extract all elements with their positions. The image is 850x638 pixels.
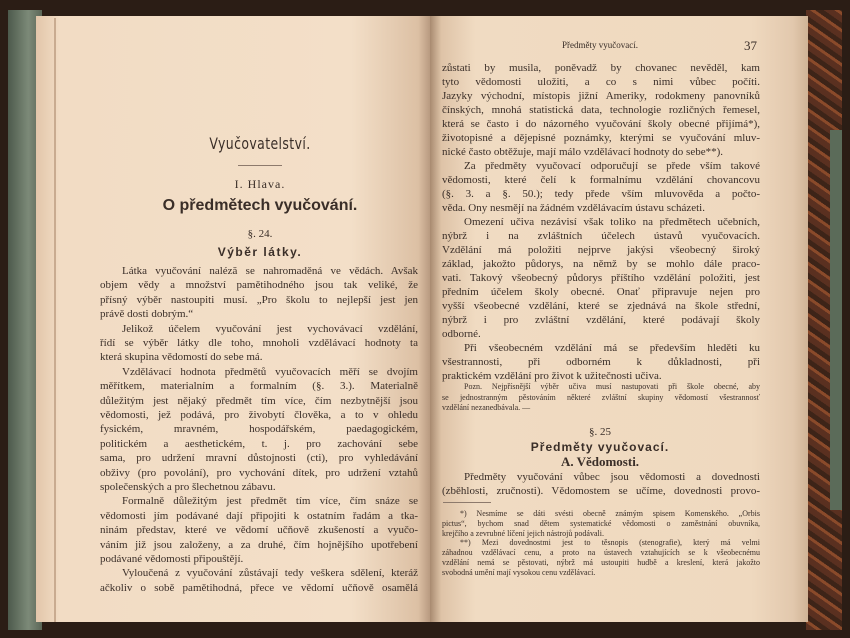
body-text-line: Vyloučená z vyučování zůstávají tedy veškera sdělení, kteráž	[122, 567, 418, 580]
section-title: Výběr látky.	[217, 245, 303, 259]
note-line: Pozn. Nejpřísnější výběr učiva musí nastupovati při škole obecné, aby	[464, 382, 760, 391]
page-number: 37	[744, 38, 757, 53]
section-25-title: Předměty vyučovací.	[530, 440, 670, 454]
body-text-line: čínských, mnohá statistická data, technologie rozličných řemesel,	[442, 104, 760, 116]
body-text-line: Při všeobecném vzdělání má se především hleděti ku	[464, 342, 760, 354]
footnote-line: záhadnou vzdělávací cenu, a proto na ústavech vztahujících se k všeobecnému	[442, 548, 760, 558]
body-text-line: měřítkem, materialním a formalním (§. 3.). Materialně	[100, 380, 418, 393]
body-text-line: zůstati by musila, poněvadž by chovanec nevěděl, kam	[442, 62, 760, 74]
body-text-line: nýbrž i pro zvláštní vzdělání, které podávají školy	[442, 314, 760, 326]
body-text-line: Látka vyučování naléză se nahromaděná ve vědách. Avšak	[122, 265, 418, 277]
footnote-line: vzdělání nemá se pěstovati, nýbrž má ustoupiti hudbě a kreslení, která jakožto	[442, 558, 760, 567]
body-text-line: životopisné a dějepisné poznámky, kterými se vyučování mluv-	[442, 132, 760, 144]
body-text-line: sama, pro udržení mravní důstojnosti (cti), pro vyhledávání	[100, 452, 418, 465]
footnote-line: pictus“, bychom snad dětem systematické vědomosti o zaměstnání obuvníka,	[442, 518, 760, 528]
body-text-line: praktickém vzdělání pro život k užitečnosti učiva.	[442, 370, 662, 382]
body-text-line: nické často obtěžuje, mají málo vzdělávací hodnoty do sebe**).	[442, 146, 724, 158]
body-text-line: vyšší všeobecné vzdělání, které se zjednává na škole střední,	[442, 300, 760, 312]
body-text-line: Předměty vyučování vůbec jsou vědomosti a dovednosti	[464, 471, 760, 483]
body-text-line: společenských a pro šlechetnou zábavu.	[100, 481, 276, 493]
running-head: Předměty vyučovací.	[562, 40, 638, 50]
body-text-line: Formalně důležitým jest předmět tím více, čím snáze se	[122, 495, 418, 508]
title-divider	[238, 165, 282, 166]
body-text-line: věda. Ony nesmějí na žádném vzdělávacím ústavu scházeti.	[442, 202, 705, 214]
body-text-line: předním účelem školy obecné. Onať připravuje nejen pro	[442, 286, 760, 298]
chapter-title: O předmětech vyučování.	[162, 197, 358, 214]
footnote-divider	[443, 502, 491, 503]
body-text-line: právě dosti dobrým.“	[100, 308, 194, 321]
body-text-line: Omezení učiva nezávisí však toliko na předmětech učebních,	[464, 216, 760, 228]
subsection-title: A. Vědomosti.	[560, 454, 640, 469]
body-text-line: Jazyky východní, místopis jižní Ameriky, rodokmeny panovníků	[442, 90, 760, 102]
note-line: vzdělání nezanedbávala. —	[442, 403, 531, 412]
body-text-line: důležitým jest nějaký předmět tím více, čím nezbytnější jsou	[100, 394, 418, 407]
body-text-line: Za předměty vyučovací odporučují se přede vším takové	[464, 160, 760, 172]
book-cover-right	[806, 10, 842, 630]
body-text-line: která skupina vědomostí do sebe má.	[100, 351, 263, 364]
footnote-line: svobodná umění mají vysokou cenu vzdělávací.	[442, 567, 596, 577]
body-text-line: fysickém, mravném, hospodářském, paedagogickém,	[100, 423, 418, 436]
body-text-line: která se často i do názorného vyučování školy obecné přijímá*),	[442, 118, 760, 130]
body-text-line: Jelikož účelem vyučování jest vychovávací vzdělání,	[122, 322, 418, 335]
footnote-line: krejčího a zevrubné líčení jejich nástrojů podávali.	[442, 528, 604, 538]
body-text-line: Vzdělávací hodnota předmětů vyučovacích měří se dvojím	[122, 365, 418, 378]
body-text-line: váním již jsou založeny, a za druhé, čím hojnějšího upotřebení	[100, 538, 418, 551]
body-text-line: vědomosti, jež podává, pro živobytí člověka, a to v ohledu	[100, 409, 418, 421]
body-text-line: politickém a aesthetickém, t. j. pro zachování sebe	[100, 437, 418, 450]
body-text-line: (§. 3. a §. 50.); tedy přede vším mluvověda a počto-	[442, 188, 760, 200]
body-text-line: obživy (pro povolání), pro vychování dítek, pro udržení vztahů	[100, 466, 418, 479]
body-text-line: všestrannosti, při odborném k důkladnosti, při	[442, 356, 760, 368]
body-text-line: tyto vědomosti uložiti, a co s nimi vůbec počíti.	[442, 76, 760, 88]
page-title: Vyučovatelství.	[209, 134, 311, 153]
body-text-line: nýbrž i na zvláštních účelech ústavů vyučovacích.	[442, 230, 760, 242]
body-text-line: Vzdělání má položiti nejprve jakýsi všeobecný široký	[442, 244, 760, 256]
section-number: §. 24.	[247, 228, 273, 240]
note-line: se jednostranným pěstováním některé zvláštní skupiny vědomostí všestrannosť	[442, 392, 760, 402]
body-text-line: ačkoliv o sobě pamětihodná, přece ve vědomí učňově osamělá	[100, 581, 418, 594]
body-text-line: vědomosti, které čelí k formalnímu vzdělání chovancovu	[442, 174, 760, 186]
body-text-line: řídí se výběr látky dle toho, mnoholi vzdělávací hodnoty ta	[100, 337, 418, 349]
body-text-line: vědomosti jím podávané dají připojiti k ostatním řadám a tka-	[100, 509, 418, 522]
body-text-line: ninám představ, které ve vědomí učňově zkušeností a vyučo-	[100, 524, 418, 537]
section-25-number: §. 25	[589, 426, 611, 438]
footnote-line: **) Mezi dovednostmi jest to těsnopis (stenografie), který má velmi	[460, 538, 760, 548]
body-text-line: přísný výběr nastoupiti musí. „Pro školu to nejlepší jest jen	[100, 293, 418, 306]
body-text-line: objem vědy a množství pamětihodného jsou tak veliké, že	[100, 279, 418, 292]
body-text-line: (zběhlosti, zručnosti). Vědomostem se učíme, dovednosti provo-	[442, 484, 760, 497]
chapter-label: I. Hlava.	[234, 177, 286, 191]
body-text-line: vati. Takový všeobecný půdorys příštího vzdělání položiti, jest	[442, 272, 760, 284]
body-text-line: odborné.	[442, 328, 481, 340]
body-text-line: podávané vědomosti připouštějí.	[100, 553, 244, 565]
footnote-line: *) Nesmíme se dáti svésti obecně známým spisem Komenského. „Orbis	[460, 509, 760, 518]
body-text-line: základ, jakožto půdorys, na němž by se mohlo dále praco-	[442, 258, 760, 270]
